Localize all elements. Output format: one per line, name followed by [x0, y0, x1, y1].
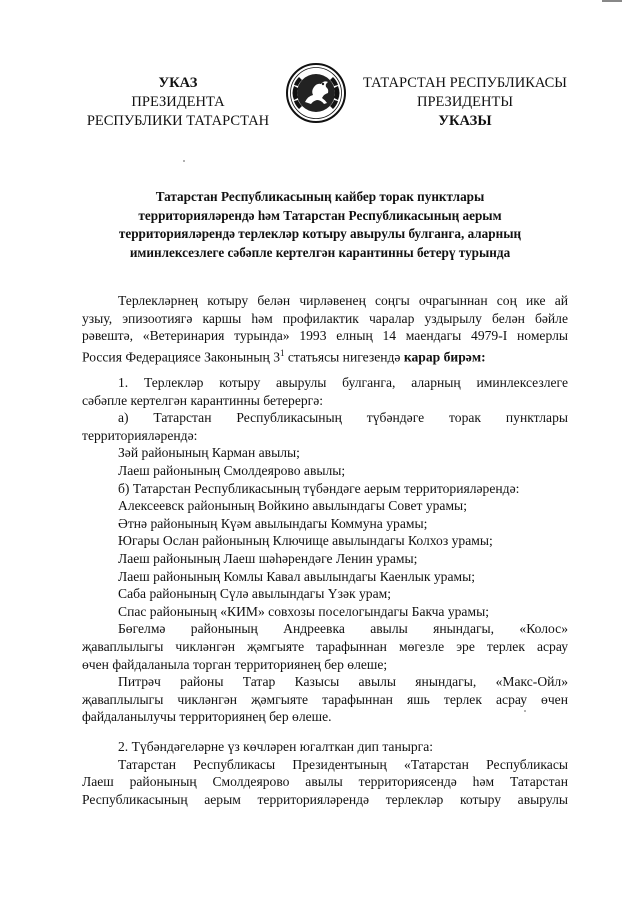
preamble-article: статьясы нигезендә: [284, 349, 404, 365]
header-russian: [78, 74, 278, 131]
header-right-line-1: ТАТАРСТАН РЕСПУБЛИКАСЫ: [363, 75, 567, 91]
s1-b-item-5: Лаеш районының Комлы Кавал авылындагы Каенлык урамы;: [118, 568, 476, 584]
s1-b-item-2: Әтнә районының Күәм авылындагы Коммуна урамы;: [118, 515, 428, 531]
s1-b-para2-line-3: файдаланылучы территориянең бер өлеше.: [82, 709, 332, 725]
s2-intro: 2. Түбәндәгеләрне үз көчләрен югалткан дип танырга:: [118, 739, 434, 754]
s1-a-head-2: территорияләрендә:: [82, 427, 198, 443]
preamble-law-ref: Россия Федерациясе Законының 3: [82, 349, 280, 365]
s1-a-item-2: Лаеш районының Смолдеярово авылы;: [118, 462, 346, 478]
header-left-line-1: УКАЗ: [158, 75, 198, 91]
s1-b-item-1: Алексеевск районының Войкино авылындагы Совет урамы;: [118, 498, 467, 514]
title-line-2: территорияләрендә һәм Татарстан Республикасының аерым: [138, 207, 502, 223]
preamble-decree: карар бирәм:: [403, 349, 486, 365]
scan-speck: [524, 710, 526, 712]
tatarstan-coat-of-arms-icon: [285, 62, 347, 124]
preamble-line-1: Терлекләрнең котыру белән чирләвенең соңгы очрагыннан соң ике ай: [118, 293, 568, 308]
preamble-line-4: [82, 345, 568, 366]
scan-speck: [183, 160, 185, 162]
s1-b-para1-line-2: җаваплылыгы чикләнгән җәмгыяте тарафыннан мөгезле эре терлек асрау: [82, 638, 568, 654]
header-right-line-3: УКАЗЫ: [438, 113, 492, 129]
s2-para-line-1: Татарстан Республикасы Президентының «Татарстан Республикасы: [118, 756, 568, 772]
title-line-3: территорияләрендә терлекләр котыру авырулы булганга, аларның: [118, 226, 522, 241]
scan-mark: [602, 0, 622, 2]
s1-a-head-1: а) Татарстан Республикасының түбәндәге торак пунктлары: [118, 410, 568, 426]
s1-b-item-3: Югары Ослан районының Ключище авылындагы Колхоз урамы;: [118, 533, 493, 549]
section-1: [82, 374, 568, 726]
section-2: [82, 738, 568, 808]
header-tatar: [360, 74, 570, 131]
s1-intro-line-1: 1. Терлекләр котыру авырулы булганга, аларның иминлексезлеге: [118, 375, 568, 390]
document-header: [0, 56, 640, 136]
preamble: [82, 292, 568, 366]
title-line-4: иминлексезлеге сәбәпле кертелгән карантинны бетерү турында: [129, 244, 511, 260]
header-right-line-2: ПРЕЗИДЕНТЫ: [416, 94, 514, 110]
header-left-line-3: РЕСПУБЛИКИ ТАТАРСТАН: [86, 113, 270, 129]
s1-b-head: б) Татарстан Республикасының түбәндәге аерым территорияләрендә:: [118, 480, 520, 496]
header-left-line-2: ПРЕЗИДЕНТА: [131, 94, 225, 110]
preamble-line-2: узыу, эпизоотиягә каршы һәм профилактик чаралар уздырылу белән бәйле: [82, 310, 568, 326]
title-line-1: Татарстан Республикасының кайбер торак пунктлары: [155, 189, 485, 204]
s2-para-line-3: Республикасының аерым территорияләрендә терлекләр котыру авырулы: [82, 791, 568, 807]
s2-para-line-2: Лаеш районының Смолдеярово авылы территориясендә һәм Татарстан: [82, 774, 568, 790]
s1-b-item-6: Саба районының Сүлә авылындагы Үзәк урам;: [118, 586, 391, 602]
s1-b-item-7: Спас районының «КИМ» совхозы поселогындагы Бакча урамы;: [118, 603, 489, 619]
document-title: [100, 188, 540, 262]
s1-b-para1-line-3: өчен файдаланыла торган территориянең бер өлеше;: [82, 656, 388, 672]
s1-b-item-4: Лаеш районының Лаеш шәһәрендәге Ленин урамы;: [118, 550, 418, 566]
preamble-line-3: рәвештә, «Ветеринария турында» 1993 елның 14 маендагы 4979-I номерлы: [82, 328, 568, 344]
s1-intro-line-2: сәбәпле кертелгән карантинны бетерергә:: [82, 392, 324, 408]
preamble-superscript: 1: [280, 347, 285, 358]
s1-b-para2-line-1: Питрәч районы Татар Казысы авылы янындагы, «Макс-Ойл»: [118, 674, 568, 690]
s1-a-item-1: Зәй районының Карман авылы;: [118, 445, 300, 461]
s1-b-para2-line-2: җаваплылыгы чикләнгән җәмгыяте тарафыннан яшь терлек асрау өчен: [82, 691, 568, 707]
s1-b-para1-line-1: Бөгелмә районының Андреевка авылы янындагы, «Колос»: [118, 621, 568, 637]
